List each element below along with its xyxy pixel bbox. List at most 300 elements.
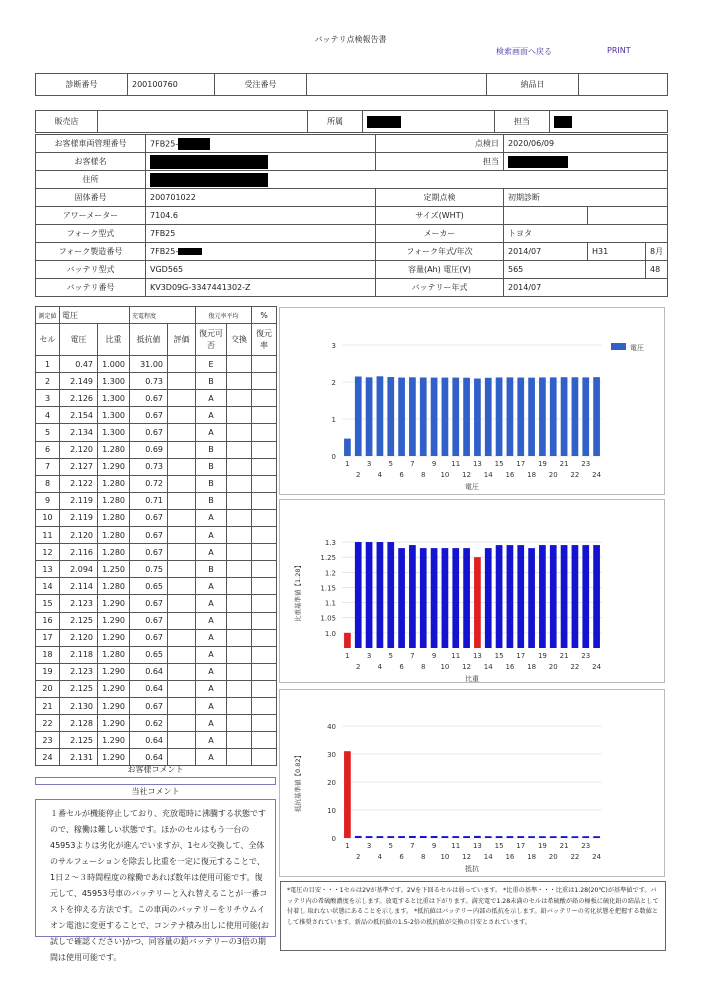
affiliation-label: 所属 [308,111,363,133]
cell-gravity: 1.290 [98,612,130,629]
x-tick-label: 24 [592,471,602,479]
bar [528,378,535,456]
x-tick-label: 20 [548,471,558,479]
cell-voltage: 2.128 [60,715,98,732]
cell-recoverable: A [196,697,227,714]
table-row [36,663,277,680]
cell-no: 8 [36,475,60,492]
cell-replace [227,356,252,373]
person-value [550,111,668,133]
cell-recovery-rate [252,680,277,697]
table-row [36,715,277,732]
x-tick-label: 22 [570,471,580,479]
bar [474,557,481,648]
table-row [36,390,277,407]
charge-level-label: 充電程度 [130,307,196,324]
cell-replace [227,407,252,424]
cell-recovery-rate [252,715,277,732]
battery-model-label: バッテリ型式 [36,261,146,279]
diagnosis-no-value: 200100760 [128,74,215,96]
table-row [36,509,277,526]
bar [366,377,373,456]
vehicle-mgmt-value: 7FB25- [146,135,376,153]
cell-resistance: 0.67 [130,595,168,612]
cell-rating [168,441,196,458]
y-tick-label: 1.1 [324,599,336,608]
x-tick-label: 14 [483,663,493,671]
delivery-date-value [579,74,668,96]
x-tick-label: 19 [537,842,547,850]
cell-recovery-rate [252,612,277,629]
x-tick-label: 10 [440,663,450,671]
bar [452,836,459,838]
x-tick-label: 8 [421,853,426,861]
bar [387,836,394,838]
cell-recoverable: A [196,715,227,732]
x-tick-label: 20 [548,663,558,671]
redaction [178,248,202,255]
x-tick-label: 23 [581,842,591,850]
y-tick-label: 1.15 [320,584,336,593]
cell-rating [168,595,196,612]
cell-recoverable: A [196,390,227,407]
bar [355,836,362,838]
cell-no: 16 [36,612,60,629]
cell-no: 10 [36,509,60,526]
x-tick-label: 2 [356,471,361,479]
x-tick-label: 13 [472,652,482,660]
cell-gravity: 1.280 [98,509,130,526]
delivery-date-label: 納品日 [487,74,579,96]
redaction [150,155,268,169]
col-rating: 評価 [168,324,196,356]
bar [431,836,438,838]
gravity-chart-panel [279,499,665,683]
col-gravity: 比重 [98,324,130,356]
order-info-table [35,73,668,96]
table-row [36,697,277,714]
cell-rating [168,715,196,732]
person-label: 担当 [495,111,550,133]
fork-month-value: 8月 [646,243,668,261]
print-link[interactable]: PRINT [607,46,631,55]
cell-gravity: 1.300 [98,407,130,424]
bar [409,545,416,648]
voltage-chart [280,308,666,496]
cell-no: 12 [36,544,60,561]
bar [387,542,394,648]
cell-no: 18 [36,646,60,663]
order-no-value [307,74,487,96]
table-row [36,527,277,544]
cell-rating [168,544,196,561]
table-row [36,680,277,697]
x-tick-label: 11 [451,460,461,468]
inspection-date-value: 2020/06/09 [504,135,668,153]
cell-resistance: 0.73 [130,458,168,475]
cell-voltage: 2.123 [60,663,98,680]
cell-no: 17 [36,629,60,646]
cell-no: 3 [36,390,60,407]
col-voltage: 電圧 [60,324,98,356]
capacity-label: 容量(Ah) 電圧(V) [376,261,504,279]
body-no-value: 200701022 [146,189,376,207]
cell-resistance: 31.00 [130,356,168,373]
table-row [36,373,277,390]
cell-recoverable: A [196,578,227,595]
bar [463,378,470,456]
cell-gravity: 1.300 [98,390,130,407]
body-no-label: 固体番号 [36,189,146,207]
cell-voltage: 2.116 [60,544,98,561]
bar [420,836,427,838]
cell-voltage: 2.114 [60,578,98,595]
bar [344,751,351,838]
cell-resistance: 0.67 [130,629,168,646]
bar [550,545,557,648]
bar [463,836,470,838]
bar [550,836,557,838]
cell-rows [36,356,277,766]
bar [420,377,427,456]
x-tick-label: 23 [581,460,591,468]
cell-recoverable: A [196,629,227,646]
person2-label: 担当 [376,153,504,171]
bar [355,376,362,456]
cell-recovery-rate [252,407,277,424]
bar [398,548,405,648]
cell-replace [227,373,252,390]
x-tick-label: 9 [431,460,437,468]
y-tick-label: 1 [331,416,336,424]
recovery-avg-label: 復元率平均 [196,307,252,324]
affiliation-value [363,111,495,133]
x-tick-label: 5 [388,842,393,850]
cell-gravity: 1.290 [98,680,130,697]
cell-recoverable: A [196,646,227,663]
bar [593,545,600,648]
periodic-value: 初期診断 [504,189,668,207]
table-row [36,732,277,749]
cell-no: 11 [36,527,60,544]
cell-replace [227,663,252,680]
battery-year-label: バッテリー年式 [376,279,504,297]
bar [344,633,351,648]
bar [442,836,449,838]
cell-rating [168,629,196,646]
x-tick-label: 19 [537,460,547,468]
vehicle-mgmt-label: お客様車両管理番号 [36,135,146,153]
x-tick-label: 2 [356,663,361,671]
bar [539,836,546,838]
cell-voltage: 2.125 [60,680,98,697]
x-tick-label: 9 [431,842,437,850]
bar [517,836,524,838]
x-tick-label: 11 [451,842,461,850]
diagnosis-no-label: 診断番号 [36,74,128,96]
cell-no: 5 [36,424,60,441]
bar [474,836,481,838]
x-tick-label: 12 [462,663,472,671]
cell-rating [168,732,196,749]
cell-recovery-rate [252,492,277,509]
cell-voltage: 2.125 [60,612,98,629]
cell-gravity: 1.290 [98,715,130,732]
col-resistance: 抵抗値 [130,324,168,356]
back-to-search-link[interactable]: 検索画面へ戻る [496,47,552,56]
cell-no: 6 [36,441,60,458]
bar [496,377,503,456]
cell-recovery-rate [252,663,277,680]
periodic-label: 定期点検 [376,189,504,207]
cell-replace [227,492,252,509]
bar [431,378,438,456]
cell-rating [168,458,196,475]
x-tick-label: 9 [431,652,437,660]
bar [409,377,416,456]
cell-voltage: 2.131 [60,749,98,766]
cell-resistance: 0.67 [130,527,168,544]
cell-rating [168,492,196,509]
x-tick-label: 12 [462,471,472,479]
cell-voltage: 2.120 [60,441,98,458]
bar [582,377,589,456]
cell-recoverable: B [196,458,227,475]
cell-rating [168,373,196,390]
x-tick-label: 13 [472,460,482,468]
cell-rating [168,407,196,424]
fork-model-value: 7FB25 [146,225,376,243]
customer-label: お客様名 [36,153,146,171]
x-tick-label: 10 [440,853,450,861]
cell-voltage: 2.130 [60,697,98,714]
table-row [36,407,277,424]
voltage-value: 48 [646,261,668,279]
cell-gravity: 1.300 [98,373,130,390]
cell-voltage: 2.154 [60,407,98,424]
legend-swatch [611,343,626,350]
cell-resistance: 0.67 [130,390,168,407]
measure-voltage-label: 電圧 [60,307,130,324]
cell-recovery-rate [252,475,277,492]
voltage-chart-panel [279,307,665,495]
cell-recoverable: B [196,561,227,578]
customer-comment-label: お客様コメント [127,765,184,774]
cell-voltage: 2.122 [60,475,98,492]
cell-gravity: 1.290 [98,629,130,646]
cell-recoverable: A [196,509,227,526]
cell-recoverable: A [196,424,227,441]
cell-gravity: 1.290 [98,595,130,612]
cell-replace [227,646,252,663]
x-tick-label: 23 [581,652,591,660]
cell-replace [227,475,252,492]
cell-gravity: 1.280 [98,578,130,595]
table-row [36,492,277,509]
cell-recovery-rate [252,509,277,526]
maker-value: トヨタ [504,225,668,243]
cell-gravity: 1.280 [98,441,130,458]
dealer-label: 販売店 [36,111,98,133]
x-tick-label: 16 [505,853,515,861]
measure-label: 測定値 [36,307,60,324]
cell-replace [227,715,252,732]
cell-recovery-rate [252,527,277,544]
x-axis-title: 比重 [465,675,479,683]
cell-recovery-rate [252,544,277,561]
y-tick-label: 1.3 [324,539,336,548]
x-tick-label: 22 [570,853,580,861]
col-recoverable: 復元可否 [196,324,227,356]
cell-no: 21 [36,697,60,714]
cell-replace [227,561,252,578]
cell-rating [168,646,196,663]
cell-gravity: 1.290 [98,697,130,714]
cell-rating [168,527,196,544]
size-label: サイズ(WHT) [376,207,504,225]
x-tick-label: 18 [527,471,537,479]
cell-resistance: 0.72 [130,475,168,492]
cell-gravity: 1.250 [98,561,130,578]
cell-replace [227,527,252,544]
cell-no: 9 [36,492,60,509]
x-tick-label: 5 [388,460,393,468]
x-tick-label: 17 [516,460,526,468]
cell-gravity: 1.290 [98,732,130,749]
cell-recoverable: A [196,732,227,749]
cell-voltage: 2.094 [60,561,98,578]
bar [398,378,405,456]
x-tick-label: 14 [483,471,493,479]
bar [539,377,546,456]
bar [539,545,546,648]
x-tick-label: 1 [345,460,350,468]
cell-resistance: 0.67 [130,407,168,424]
bar [593,377,600,456]
col-recovery-rate: 復元率 [252,324,277,356]
bar [366,836,373,838]
redaction [554,116,572,128]
x-tick-label: 21 [559,842,569,850]
cell-no: 20 [36,680,60,697]
y-tick-label: 1.05 [320,614,336,623]
cell-recoverable: B [196,475,227,492]
table-row [36,441,277,458]
cell-gravity: 1.280 [98,475,130,492]
bar [344,439,351,456]
x-tick-label: 10 [440,471,450,479]
table-row [36,578,277,595]
capacity-value: 565 [504,261,646,279]
cell-resistance: 0.67 [130,509,168,526]
y-tick-label: 0 [331,453,336,461]
bar [528,836,535,838]
bar [496,545,503,648]
cell-replace [227,680,252,697]
cell-voltage: 2.134 [60,424,98,441]
x-tick-label: 6 [399,663,404,671]
bar [572,836,579,838]
gravity-chart [280,500,666,684]
table-row [36,356,277,373]
cell-recoverable: B [196,441,227,458]
table-row [36,629,277,646]
cell-resistance: 0.71 [130,492,168,509]
cell-recovery-rate [252,578,277,595]
cell-voltage: 2.123 [60,595,98,612]
x-tick-label: 8 [421,663,426,671]
cell-gravity: 1.000 [98,356,130,373]
x-tick-label: 1 [345,652,350,660]
x-tick-label: 7 [410,460,415,468]
cell-replace [227,458,252,475]
cell-no: 2 [36,373,60,390]
table-row [36,424,277,441]
dealer-table [35,110,668,133]
resistance-chart [280,690,666,878]
bar [485,836,492,838]
x-tick-label: 4 [377,471,383,479]
cell-resistance: 0.73 [130,373,168,390]
cell-no: 23 [36,732,60,749]
x-tick-label: 24 [592,853,602,861]
table-row [36,612,277,629]
bar [377,542,384,648]
y-tick-label: 30 [327,751,336,759]
bar [561,836,568,838]
battery-model-value: VGD565 [146,261,376,279]
table-row [36,646,277,663]
cell-recoverable: A [196,544,227,561]
cell-recoverable: A [196,612,227,629]
battery-no-label: バッテリ番号 [36,279,146,297]
cell-recoverable: B [196,492,227,509]
x-tick-label: 20 [548,853,558,861]
cell-resistance: 0.62 [130,715,168,732]
x-tick-label: 17 [516,652,526,660]
cell-table [35,306,277,766]
fork-era-value: H31 [588,243,646,261]
x-tick-label: 17 [516,842,526,850]
x-tick-label: 1 [345,842,350,850]
cell-no: 15 [36,595,60,612]
cell-no: 24 [36,749,60,766]
x-tick-label: 6 [399,853,404,861]
x-tick-label: 6 [399,471,404,479]
bar [550,377,557,456]
customer-comment-box[interactable] [35,777,276,785]
redaction [150,173,268,187]
size-value-2 [588,207,668,225]
bar [582,545,589,648]
cell-recoverable: A [196,663,227,680]
bar [517,378,524,456]
x-tick-label: 13 [472,842,482,850]
cell-recovery-rate [252,458,277,475]
vehicle-info-table [35,134,668,297]
bar [355,542,362,648]
x-tick-label: 21 [559,460,569,468]
x-tick-label: 18 [527,853,537,861]
y-tick-label: 1.0 [324,629,336,638]
bar [387,377,394,456]
cell-rating [168,561,196,578]
y-tick-label: 40 [327,723,336,731]
cell-recovery-rate [252,595,277,612]
bar [463,548,470,648]
bar [431,548,438,648]
cell-voltage: 2.127 [60,458,98,475]
